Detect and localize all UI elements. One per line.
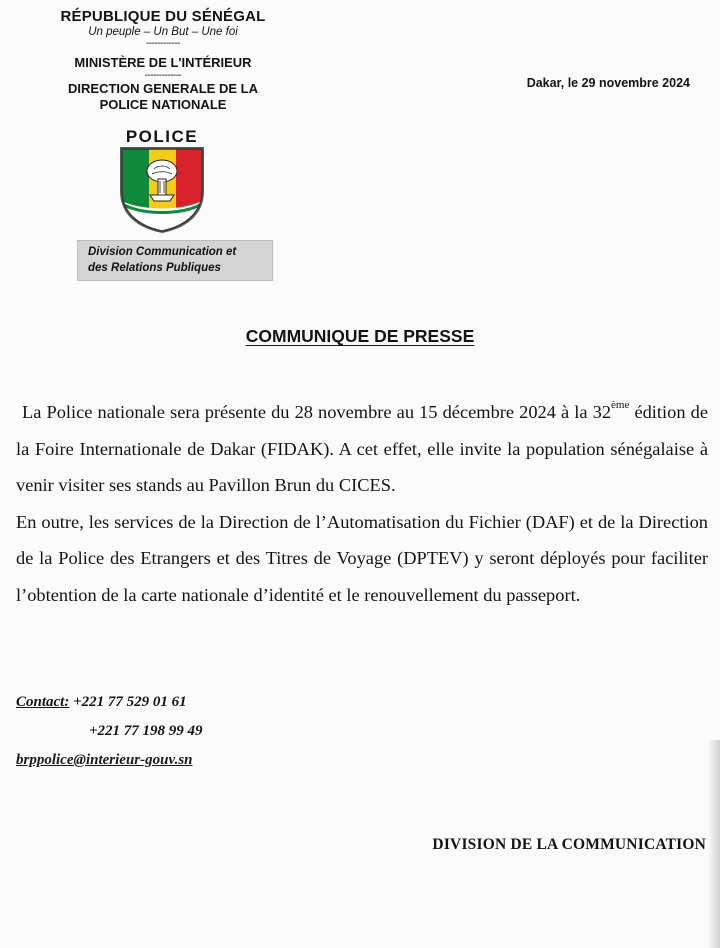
ministry-name: MINISTÈRE DE L'INTÉRIEUR [74,55,252,70]
document-date: Dakar, le 29 novembre 2024 [526,76,690,90]
page-edge-shadow [708,740,720,948]
ordinal-superscript: ème [611,399,630,411]
paragraph-1 [16,394,708,504]
direction-line-1: DIRECTION GENERALE DE LA [68,81,258,96]
paragraph-1-text-continued: édition de la Foire Internationale de Dakar (FIDAK). A cet effet, elle invite la population sénégalaise à venir visiter ses stands au Pavillon Brun du CICES. [16,402,708,495]
police-badge-icon [116,145,208,233]
direction-line-2: POLICE NATIONALE [99,97,227,112]
contact-phone-2: +221 77 198 99 49 [89,723,203,739]
contact-block [16,688,203,775]
police-label: POLICE [125,127,199,146]
contact-email-link[interactable]: brppolice@interieur-gouv.sn [16,752,193,768]
contact-phone-1: +221 77 529 01 61 [73,694,187,710]
division-line-1: Division Communication et [88,246,237,258]
document-title: COMMUNIQUE DE PRESSE [245,326,475,346]
republic-heading: RÉPUBLIQUE DU SÉNÉGAL [60,8,266,25]
separator: ------------ [146,38,180,49]
contact-label: Contact: [16,694,70,710]
national-motto: Un peuple – Un But – Une foi [88,26,238,38]
paragraph-2: En outre, les services de la Direction de l’Automatisation du Fichier (DAF) et de la Direction de la Police des Etrangers et des Titres de Voyage (DPTEV) y seront déployés pour faciliter l’obtention de la carte nationale d’identité et le renouvellement du passeport. [16,511,708,605]
document-title-wrap [0,326,720,347]
signature: DIVISION DE LA COMMUNICATION [432,836,706,853]
body-text [16,394,708,613]
separator-small: ------------- [144,70,182,81]
letterhead [22,8,304,113]
paragraph-1-text: La Police nationale sera présente du 28 novembre au 15 décembre 2024 à la 32 [22,402,612,422]
division-line-2: des Relations Publiques [88,262,221,274]
contact-line-1 [16,688,203,717]
division-box [77,240,273,281]
